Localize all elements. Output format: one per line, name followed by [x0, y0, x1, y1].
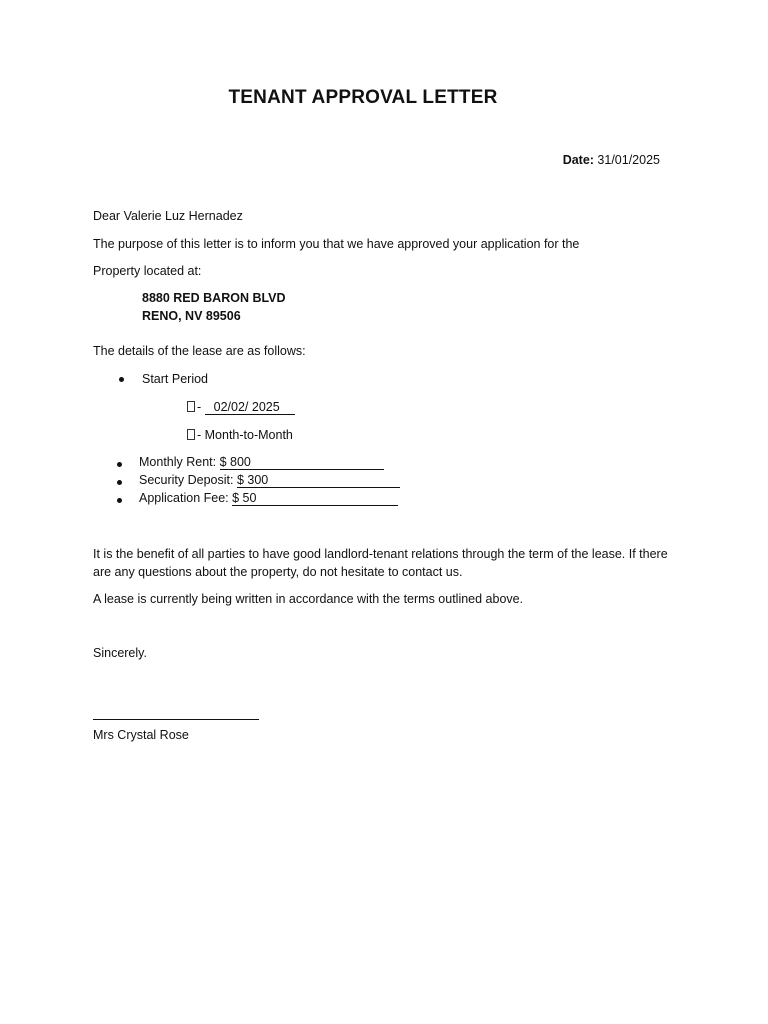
security-deposit-item [139, 473, 400, 488]
monthly-rent-field: $ 800 [220, 455, 384, 470]
start-option-month-to-month [187, 428, 293, 442]
checkbox-icon [187, 429, 195, 440]
application-fee-item [139, 491, 398, 506]
bullet-icon [117, 462, 122, 467]
greeting: Dear Valerie Luz Hernadez [93, 209, 243, 223]
bullet-icon [117, 480, 122, 485]
property-line: Property located at: [93, 264, 202, 278]
lease-paragraph: A lease is currently being written in accordance with the terms outlined above. [93, 592, 524, 606]
security-deposit-field: $ 300 [237, 473, 400, 488]
monthly-rent-label: Monthly Rent: [139, 455, 220, 469]
relations-paragraph: It is the benefit of all parties to have good landlord-tenant relations through the term of the lease. If there are any questions about the property, do not hesitate to contact us. [93, 547, 668, 579]
security-deposit-label: Security Deposit: [139, 473, 237, 487]
closing: Sincerely. [93, 646, 147, 660]
date-line [563, 153, 660, 167]
letter-title: TENANT APPROVAL LETTER [228, 87, 498, 108]
start-option-date [187, 400, 295, 415]
bullet-icon [119, 377, 124, 382]
application-fee-label: Application Fee: [139, 491, 233, 505]
date-label: Date: [562, 153, 594, 167]
start-period-label: Start Period [142, 372, 209, 386]
date-value: 31/01/2025 [593, 153, 660, 167]
option2-label: - Month-to-Month [197, 428, 293, 442]
monthly-rent-item [139, 455, 384, 470]
details-intro: The details of the lease are as follows: [93, 344, 306, 358]
application-fee-field: $ 50 [232, 491, 398, 506]
purpose-line: The purpose of this letter is to inform you that we have approved your application for the [93, 237, 580, 251]
signer-name: Mrs Crystal Rose [93, 728, 189, 742]
signature-line [93, 719, 259, 720]
address-line-1: 8880 RED BARON BLVD [142, 291, 286, 305]
address-line-2: RENO, NV 89506 [142, 309, 241, 323]
start-date-field: 02/02/ 2025 [205, 400, 295, 415]
option1-prefix: - [197, 400, 205, 414]
checkbox-icon [187, 401, 195, 412]
bullet-icon [117, 498, 122, 503]
